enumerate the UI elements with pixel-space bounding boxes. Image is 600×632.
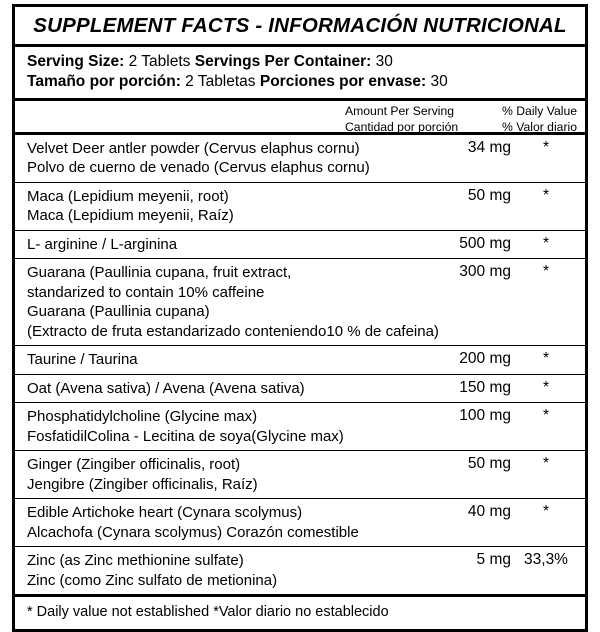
table-row [15,183,585,231]
table-row [15,231,585,260]
table-row [15,375,585,404]
serving-size-label-en: Serving Size: [27,53,125,70]
ingredient-daily-value: * [542,503,550,521]
label-title: SUPPLEMENT FACTS - INFORMACIÓN NUTRICIONAL [15,7,585,47]
ingredient-daily-value: * [542,138,550,156]
ingredient-name-line: Ginger (Zingiber officinalis, root) [27,456,241,474]
ingredient-amount: 200 mg [459,350,511,368]
footnote: * Daily value not established *Valor diario no establecido [27,604,389,621]
table-row [15,547,585,597]
ingredient-name-line: standarized to contain 10% caffeine [27,283,265,301]
ingredient-daily-value: * [542,186,550,204]
serving-size-value-en: 2 Tablets [128,53,191,70]
ingredient-rows [15,135,585,598]
amount-header-es: Cantidad por porción [345,119,459,134]
ingredient-daily-value: * [542,350,550,368]
servings-per-container-label-es: Porciones por envase: [259,73,427,91]
ingredient-daily-value: 33,3% [524,551,568,569]
ingredient-name-line: Velvet Deer antler powder (Cervus elaphus cornu) [27,139,360,157]
ingredient-daily-value: * [542,378,550,396]
column-headers [15,101,585,135]
ingredient-name-line: Edible Artichoke heart (Cynara scolymus) [27,504,303,522]
table-row [15,403,585,451]
serving-size-value-es: 2 Tabletas [185,73,256,91]
ingredient-amount: 300 mg [459,263,511,281]
serving-size-label-es: Tamaño por porción: [27,73,181,91]
table-row [15,135,585,183]
supplement-facts-label [12,4,588,632]
table-row [15,451,585,499]
ingredient-name-line: Polvo de cuerno de venado (Cervus elaphus cornu) [27,159,370,177]
daily-value-header-es: % Valor diario [502,119,577,134]
serving-information [15,47,585,101]
ingredient-name-line: Taurine / Taurina [27,351,138,369]
serving-size-line-en [27,52,575,72]
amount-header-en: Amount Per Serving [345,103,455,118]
daily-value-column-header [502,104,577,135]
ingredient-amount: 34 mg [467,138,511,156]
ingredient-name-line: Phosphatidylcholine (Glycine max) [27,408,258,426]
amount-column-header [345,104,458,135]
ingredient-name-line: Alcachofa (Cynara scolymus) Corazón comestible [27,523,359,541]
table-row [15,346,585,375]
servings-per-container-value-es: 30 [430,73,448,91]
ingredient-name-line: Jengibre (Zingiber officinalis, Raíz) [27,475,258,493]
ingredient-daily-value: * [542,407,550,425]
ingredient-amount: 150 mg [459,378,511,396]
ingredient-daily-value: * [542,263,550,281]
servings-per-container-value-en: 30 [375,53,393,70]
servings-per-container-label-en: Servings Per Container: [194,53,372,70]
ingredient-amount: 50 mg [467,186,511,204]
ingredient-amount: 5 mg [476,551,511,569]
table-row [15,499,585,547]
ingredient-name-line: Guarana (Paullinia cupana, fruit extract, [27,264,292,282]
ingredient-name-line: FosfatidilColina - Lecitina de soya(Glycine max) [27,427,344,445]
serving-size-line-es [27,72,575,92]
ingredient-name-line: (Extracto de fruta estandarizado conteniendo10 % de cafeina) [27,322,439,340]
ingredient-name-line: Oat (Avena sativa) / Avena (Avena sativa) [27,379,305,397]
ingredient-name-line: Zinc (como Zinc sulfato de metionina) [27,571,278,589]
ingredient-amount: 40 mg [467,503,511,521]
ingredient-name-line: L- arginine / L-arginina [27,235,178,253]
ingredient-amount: 50 mg [467,455,511,473]
ingredient-name-line: Maca (Lepidium meyenii, root) [27,187,229,205]
daily-value-header-en: % Daily Value [502,103,577,118]
ingredient-name-line: Guarana (Paullinia cupana) [27,303,210,321]
ingredient-daily-value: * [542,234,550,252]
ingredient-daily-value: * [542,455,550,473]
ingredient-amount: 500 mg [459,234,511,252]
table-row [15,259,585,346]
ingredient-name-line: Zinc (as Zinc methionine sulfate) [27,552,244,570]
ingredient-name-line: Maca (Lepidium meyenii, Raíz) [27,207,234,225]
ingredient-amount: 100 mg [459,407,511,425]
